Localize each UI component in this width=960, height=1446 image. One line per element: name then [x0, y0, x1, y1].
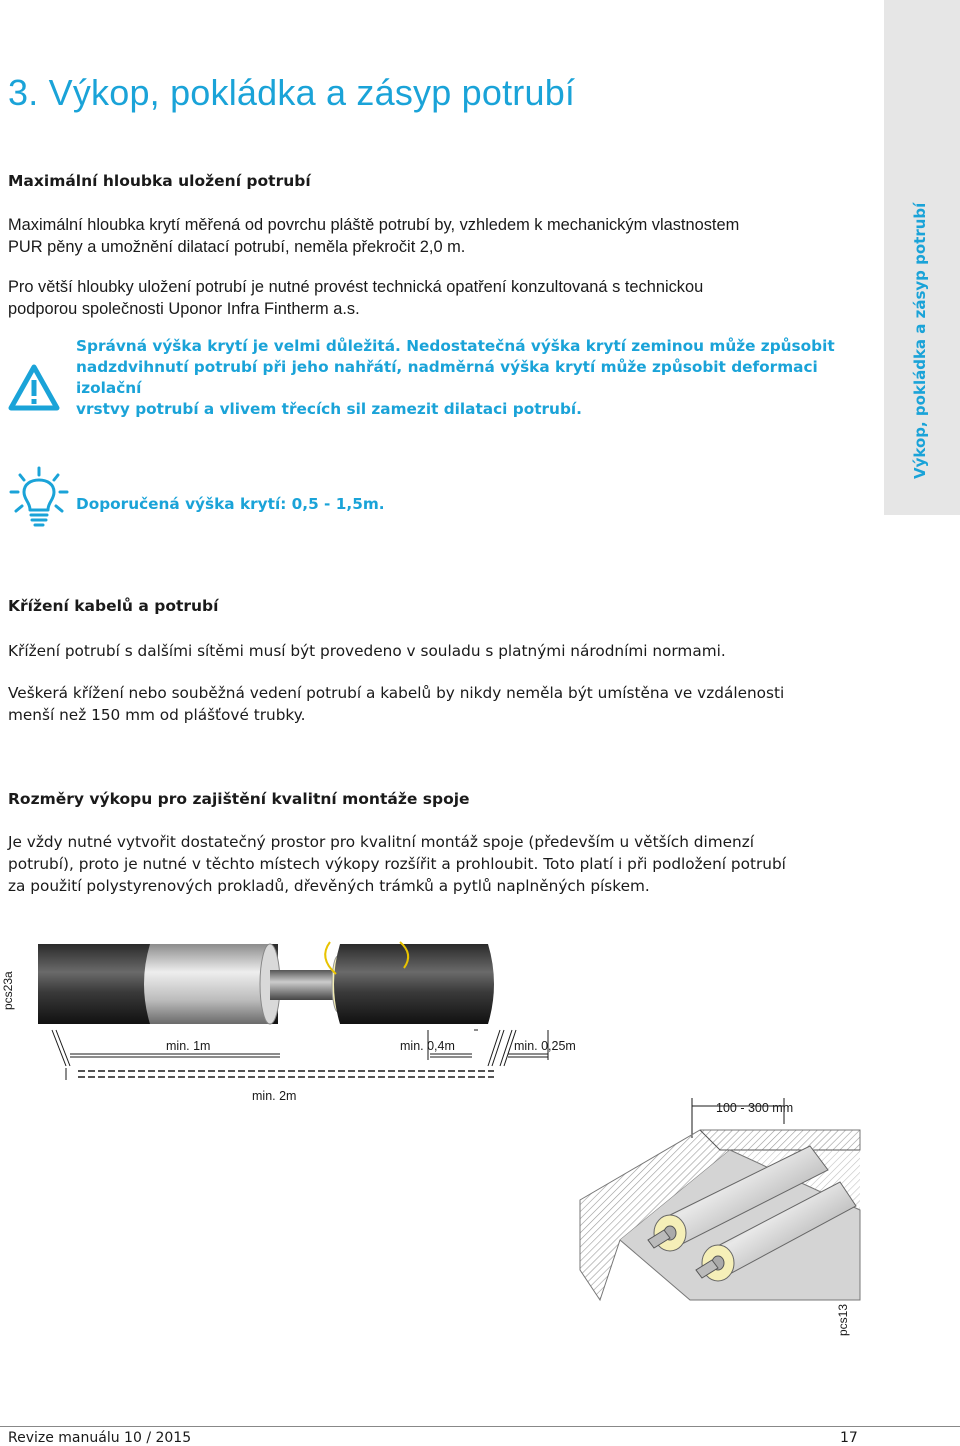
- paragraph-crossing-distance: [8, 682, 878, 726]
- figure-code: pcs23a: [1, 971, 15, 1010]
- paragraph-max-depth: [8, 214, 878, 258]
- figure2-code: [836, 1303, 850, 1336]
- text-line: Veškerá křížení nebo souběžná vedení potrubí a kabelů by nikdy neměla být umístěna ve vzdálenosti: [8, 684, 785, 702]
- warning-triangle-icon: [8, 364, 60, 412]
- page-number: 17: [840, 1430, 858, 1446]
- page-title: 3. Výkop, pokládka a zásyp potrubí: [8, 72, 576, 113]
- text-line: za použití polystyrenových prokladů, dřevěných trámků a pytlů naplněných pískem.: [8, 877, 650, 895]
- label-trench-width: 100 - 300 mm: [716, 1101, 794, 1115]
- warning-line: Správná výška krytí je velmi důležitá. Nedostatečná výška krytí zeminou může způsobit: [76, 337, 835, 355]
- warning-text: [76, 336, 876, 420]
- warning-line: vrstvy potrubí a vlivem třecích sil zamezit dilataci potrubí.: [76, 400, 582, 418]
- text-line: PUR pěny a umožnění dilatací potrubí, neměla překročit 2,0 m.: [8, 238, 466, 256]
- label-min-04m: min. 0,4m: [400, 1039, 455, 1053]
- section-heading-max-depth: Maximální hloubka uložení potrubí: [8, 172, 311, 190]
- joint-sleeve: [144, 944, 276, 1024]
- text-line: Maximální hloubka krytí měřená od povrchu pláště potrubí by, vzhledem k mechanickým vlastnostem: [8, 216, 740, 234]
- warning-line: nadzdvihnutí potrubí při jeho nahřátí, nadměrná výška krytí může způsobit deformaci izolační: [76, 358, 818, 397]
- text-line: Je vždy nutné vytvořit dostatečný prostor pro kvalitní montáž spoje (především u větších dimenzí: [8, 833, 755, 851]
- text-line: Pro větší hloubky uložení potrubí je nutné provést technická opatření konzultovaná s technickou: [8, 278, 704, 296]
- recommended-cover-depth: Doporučená výška krytí: 0,5 - 1,5m.: [76, 495, 385, 513]
- figure-pipe-joint: [0, 930, 620, 1110]
- label-min-2m: min. 2m: [252, 1089, 297, 1103]
- label-min-025m: min. 0,25m: [514, 1039, 576, 1053]
- text-line: menší než 150 mm od plášťové trubky.: [8, 706, 306, 724]
- footer-revision: Revize manuálu 10 / 2015: [8, 1430, 192, 1446]
- figure2-code-text: pcs13: [836, 1303, 850, 1336]
- side-tab: [884, 0, 960, 515]
- paragraph-trench-dimensions: [8, 831, 878, 897]
- pipe-right-casing: [334, 944, 494, 1024]
- section-heading-trench-dimensions: Rozměry výkopu pro zajištění kvalitní montáže spoje: [8, 790, 470, 808]
- lightbulb-icon: [8, 466, 70, 530]
- paragraph-deeper-laying: [8, 276, 878, 320]
- section-heading-cable-crossing: Křížení kabelů a potrubí: [8, 597, 219, 615]
- footer-divider: [0, 1426, 960, 1427]
- figure-trench: [560, 1090, 880, 1340]
- text-line: potrubí), proto je nutné v těchto místech výkopy rozšířit a prohloubit. Toto platí i při podložení potrubí: [8, 855, 786, 873]
- paragraph-crossing-norms: Křížení potrubí s dalšími sítěmi musí být provedeno v souladu s platnými národními normami.: [8, 642, 726, 660]
- text-line: podporou společnosti Uponor Infra Fintherm a.s.: [8, 300, 360, 318]
- side-tab-label: Výkop, pokládka a zásyp potrubí: [911, 202, 929, 479]
- label-min-1m: min. 1m: [166, 1039, 211, 1053]
